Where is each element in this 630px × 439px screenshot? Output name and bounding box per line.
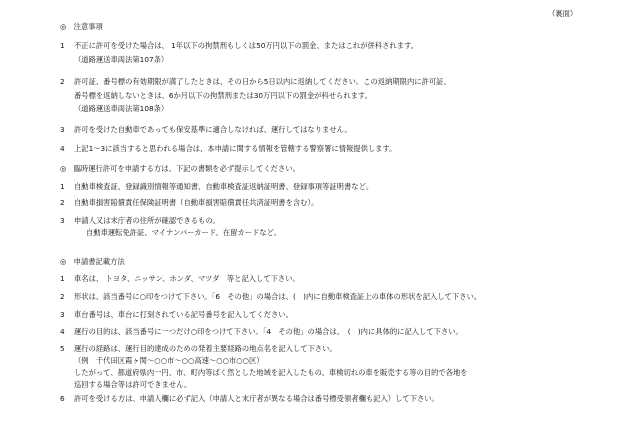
instructions-item-2-text: 形状は、該当番号に○印をつけて下さい。「6 その他」の場合は、( )内に自動車検査証上の車体の形状を記入して下さい。 — [74, 292, 482, 301]
notes-item-1-text: 不正に許可を受けた場合は、 1年以下の拘禁刑もしくは50万円以下の罰金、またはこれが併科されます。 — [74, 41, 419, 50]
notes-item-3-text: 許可を受けた自動車であっても保安基準に適合しなければ、運行してはなりません。 — [74, 125, 352, 134]
instructions-item-3-number: 3 — [60, 310, 65, 319]
documents-item-2-number: 2 — [60, 198, 65, 207]
instructions-item-5-number: 5 — [60, 344, 65, 353]
notes-item-2-text-cont: 番号標を返納しないときは、6か月以下の拘禁刑または30万円以下の罰金が科せられます。 — [74, 91, 372, 100]
instructions-item-6-number: 6 — [60, 394, 65, 403]
notes-item-1-law-reference: （道路運送車両法第107条） — [74, 55, 169, 64]
notes-heading: ◎ 注意事項 — [60, 22, 103, 31]
instructions-item-2-number: 2 — [60, 292, 65, 301]
instructions-item-6-text: 許可を受ける方は、申請人欄に必ず記入（申請人と末庁者が異なる場合は番号標受領者欄も記入）して下さい。 — [74, 394, 439, 403]
documents-item-3-examples: 自動車運転免許証、マイナンバーカード、在留カードなど。 — [86, 228, 282, 237]
notes-item-4-number: 4 — [60, 144, 65, 153]
instructions-item-4-text: 運行の目的は、該当番号に一つだけ○印をつけて下さい。「4 その他」の場合は、 ( )内に具体的に記入して下さい。 — [74, 327, 463, 336]
documents-heading: ◎ 臨時運行許可を申請する方は、下記の書類を必ず提示してください。 — [60, 164, 300, 173]
documents-item-2-text: 自動車損害賠償責任保険証明書（自動車損害賠償責任共済証明書を含む）。 — [74, 198, 319, 207]
documents-item-1-text: 自動車検査証、登録識別情報等通知書、自動車検査証返納証明書、登録事項等証明書など。 — [74, 182, 374, 191]
instructions-item-5-example: （例 千代田区霞ヶ関～○○市～○○高速～○○市○○区） — [74, 356, 264, 365]
instructions-item-1-number: 1 — [60, 274, 65, 283]
notes-item-3-number: 3 — [60, 125, 65, 134]
instructions-item-5-note: したがって、都道府県内一円、市、町内等ばく然とした地域を記入したもの、車検切れの車を販売する等の目的で各地を — [74, 368, 468, 377]
documents-item-3-number: 3 — [60, 216, 65, 225]
instructions-item-1-text: 車名は、 トヨタ、ニッサン、ホンダ、マツダ 等と記入して下さい。 — [74, 274, 300, 283]
notes-item-2-number: 2 — [60, 77, 65, 86]
instructions-heading: ◎ 申請書記載方法 — [60, 257, 125, 266]
notes-item-1-number: 1 — [60, 41, 65, 50]
instructions-item-3-text: 車台番号は、車台に打刻されている記号番号を記入してください。 — [74, 310, 293, 319]
notes-item-4-text: 上記1～3に該当すると思われる場合は、本申請に関する情報を管轄する警察署に情報提供します。 — [74, 144, 397, 153]
instructions-item-5-note-cont: 巡回する場合等は許可できません。 — [74, 380, 192, 389]
notes-item-2-law-reference: （道路運送車両法第108条） — [74, 104, 169, 113]
instructions-item-5-text: 運行の経路は、運行目的達成のための発着主要経路の地点名を記入して下さい。 — [74, 344, 337, 353]
notes-item-2-text: 許可証、番号標の有効期限が満了したときは、その日から5日以内に返納してください。この返納期限内に許可証、 — [74, 77, 451, 86]
page-side-label: （裏面） — [548, 9, 578, 18]
documents-item-1-number: 1 — [60, 182, 65, 191]
instructions-item-4-number: 4 — [60, 327, 65, 336]
documents-item-3-text: 申請人又は末庁者の住所が確認できるもの。 — [74, 216, 220, 225]
